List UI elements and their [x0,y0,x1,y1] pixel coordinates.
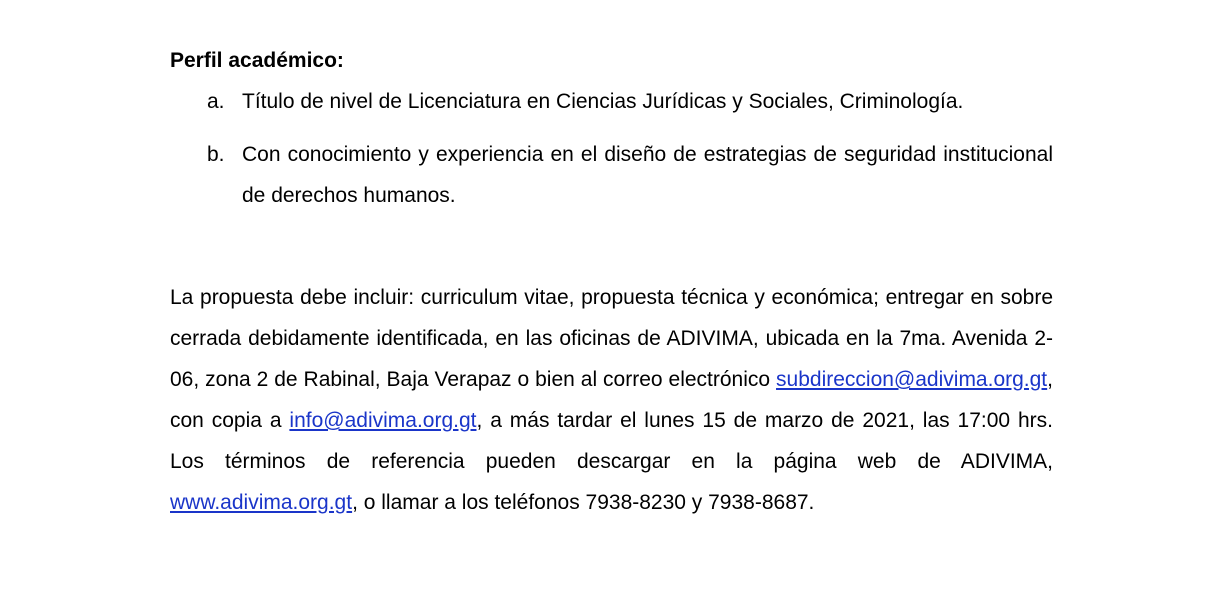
list-item [170,134,1053,216]
list-item [170,81,1053,122]
list-marker: b. [207,143,225,166]
section-heading: Perfil académico: [170,49,344,72]
list-item-text: Título de nivel de Licenciatura en Ciencias Jurídicas y Sociales, Criminología. [242,90,964,113]
email-link-subdireccion[interactable]: subdireccion@adivima.org.gt [776,368,1048,391]
list-marker: a. [207,90,225,113]
website-link[interactable]: www.adivima.org.gt [170,491,353,514]
requirements-list [170,81,1053,216]
submission-paragraph [170,277,1053,523]
paragraph-text-1: La propuesta debe incluir: curriculum vitae, propuesta técnica y económica; entregar en sobre cerrada debidamente identificada, en las oficinas de ADIVIMA, ubicada en la 7ma. Avenida 2-06, zona 2 de Rabinal, Baja Verapaz o bien al correo electrónico [170,286,1053,391]
paragraph-text-3: , a más tardar el lunes 15 de marzo de 2021, las 17:00 hrs. Los términos de referencia pueden descargar en la página web de ADIVIMA, [170,409,1053,473]
list-item-text: Con conocimiento y experiencia en el diseño de estrategias de seguridad institucional de derechos humanos. [242,143,1053,207]
document-body [170,40,1053,523]
email-link-info[interactable]: info@adivima.org.gt [289,409,477,432]
paragraph-text-4: , o llamar a los teléfonos 7938-8230 y 7938-8687. [352,491,815,514]
paragraph-text-2: , con copia a [170,368,1053,432]
